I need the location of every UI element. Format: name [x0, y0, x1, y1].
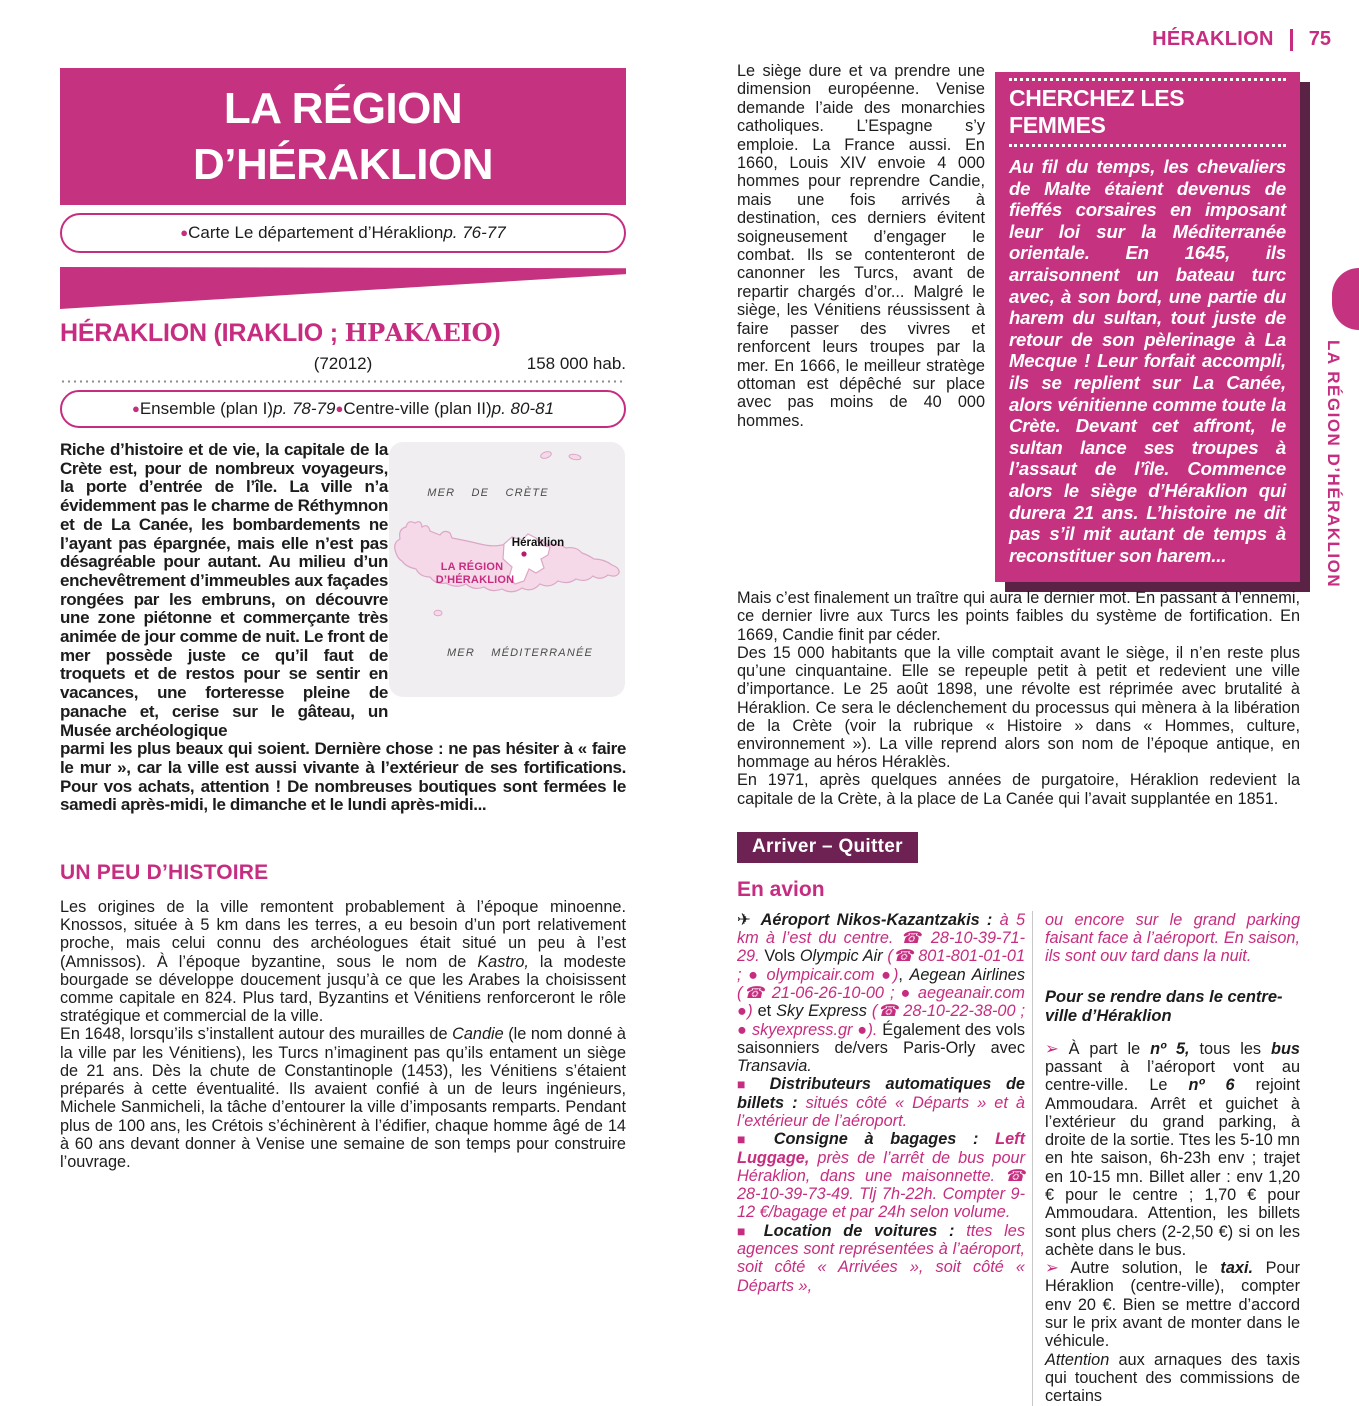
- taxi-paragraph: ➢ Autre solution, le taxi. Pour Héraklion (centre-ville), compter env 20 €. Bien se mettre d’accord sur le prix avant de monter dans le véhicule.: [1045, 1259, 1300, 1351]
- sidebar-box-cherchez-les-femmes: [995, 72, 1300, 582]
- after-box-text: [737, 589, 1300, 807]
- city-data-line: [60, 354, 626, 376]
- running-head-separator: [1290, 29, 1293, 51]
- subsection-heading-en-avion: En avion: [737, 877, 825, 901]
- section-heading-arriver-quitter: Arriver – Quitter: [737, 832, 918, 863]
- plans-reference-pill: ● Ensemble (plan I) p. 78-79 ● Centre-ville (plan II) p. 80-81: [60, 390, 626, 428]
- sea-label-north: MER DE CRÈTE: [427, 487, 549, 499]
- intro-row: [60, 441, 626, 740]
- history-paragraph-2: En 1648, lorsqu’ils s’installent autour des murailles de Candie (le nom donné à la ville par les Vénitiens), les Turcs n’imaginent pas qu’ils entament un siège de 21 ans. Dès la chute de Constantinople (1453), les Vénitiens s’étaient préparés à cette éventualité. Ils avaient confié à un de leurs ingénieurs, Michele Sanmicheli, la tâche d’entourer la ville d’imposants remparts. Pendant plus de 100 ans, les Crétois s’échinèrent à l’édifier, chaque homme âgé de 14 à 60 ans devant donner à Venise une semaine de son temps pour construire l’ouvrage.: [60, 1025, 626, 1171]
- after-paragraph-3: En 1971, après quelques années de purgatoire, Héraklion redevient la capitale de la Crète, à la place de La Canée qui l’avait supplantée en 1851.: [737, 771, 1300, 808]
- avion-left-column: [737, 911, 1025, 1406]
- population: 158 000 hab.: [526, 354, 626, 373]
- column-rule: [1032, 911, 1033, 1406]
- crete-locator-map: [388, 441, 626, 698]
- history-text: [60, 898, 626, 1171]
- map-reference-pill: ● Carte Le département d’Héraklion p. 76-77: [60, 213, 626, 253]
- car-rental-paragraph: ■ Location de voitures : ttes les agences sont représentées à l’aéroport, soit côté « Arrivées », soit côté « Départs »,: [737, 1221, 1025, 1295]
- postal-code: (72012): [313, 354, 373, 373]
- region-label-line2: D’HÉRAKLION: [435, 574, 515, 586]
- intro-paragraph-full: parmi les plus beaux qui soient. Dernière chose : ne pas hésiter à « faire le mur », car la ville est aussi vivante à l’extérieur de ses fortifications. Pour vos achats, attention ! De nombreuses boutiques sont fermées le samedi après-midi, le dimanche et le lundi après-midi...: [60, 739, 626, 815]
- region-title-line1: LA RÉGION: [223, 83, 463, 133]
- parking-paragraph: ou encore sur le grand parking faisant face à l’aéroport. En saison, ils sont ouv tard dans la nuit.: [1045, 910, 1300, 966]
- history-heading: UN PEU D’HISTOIRE: [60, 861, 269, 885]
- left-luggage-paragraph: ■ Consigne à bagages : Left Luggage, près de l’arrêt de bus pour Héraklion, dans une maisonnette. ☎ 28-10-39-73-49. Tlj 7h-22h. Compter 9-12 €/bagage et par 24h selon volume.: [737, 1130, 1025, 1222]
- after-paragraph-1: Mais c’est finalement un traître qui aura le dernier mot. En passant à l’ennemi, ce dernier livre aux Turcs les points faibles du système de fortification. En 1669, Candie finit par céder.: [737, 589, 1300, 644]
- city-heading: HÉRAKLION (IRAKLIO ; ΗΡΑΚΛΕΙΟ): [60, 318, 501, 347]
- region-title-line2: D’HÉRAKLION: [192, 139, 494, 189]
- heraklion-city-dot: [521, 551, 526, 556]
- crete-map-svg: [388, 441, 626, 698]
- sea-label-south: MER MÉDITERRANÉE: [446, 647, 594, 659]
- avion-columns: [737, 911, 1300, 1406]
- section-wedge-rule: [60, 267, 626, 309]
- bus-paragraph: ➢ À part le nº 5, tous les bus passant à l’aéroport vont au centre-ville. Le nº 6 rejoint Ammoudara. Arrêt et guichet à l’extérieur du grand parking, à droite de la sortie. Ttes les 5-10 mn en hte saison, 6h-23h env ; trajet en 10-15 mn. Billet aller : env 1,20 € pour le centre ; 1,70 € pour Ammoudara. Attention, les billets sont plus chers (2-2,50 €) si on les achète dans le bus.: [1045, 1039, 1301, 1259]
- region-label-line1: LA RÉGION: [440, 561, 504, 573]
- centre-ville-heading: Pour se rendre dans le centre-ville d’Héraklion: [1045, 987, 1283, 1025]
- main-column: [737, 62, 1300, 1406]
- sidebar-box-body: Au fil du temps, les chevaliers de Malte étaient devenus de fieffés corsaires en imposant leur loi sur la Méditerranée orientale. En 1645, ils arraisonnent un bateau turc avec, à son bord, une partie du harem du sultan, tout juste de retour de son pèlerinage à La Mecque ! Leur forfait accompli, ils se replient sur La Canée, alors vénitienne comme toute la Crète. Devant cet affront, le sultan lance ses troupes à l’assaut de l’île. Commence alors le siège d’Héraklion qui durera 21 ans. L’histoire ne dit pas s’il mit autant de temps à reconstituer son harem...: [1009, 156, 1286, 566]
- history-paragraph-1: Les origines de la ville remontent probablement à l’époque minoenne. Knossos, située à 5 km dans les terres, a eu besoin d’un port relativement proche, mais celui connu des archéologues était situé un peu à l’est (Amnissos). À l’époque byzantine, sous le nom de Kastro, la modeste bourgade se développe doucement jusqu’à ce que les Arabes la choisissent comme capitale en 824. Plus tard, Byzantins et Vénitiens renforceront le rôle stratégique et commercial de la ville.: [60, 898, 626, 1026]
- islet: [434, 610, 442, 616]
- avion-right-column: [1045, 911, 1300, 1406]
- siege-paragraph: Le siège dure et va prendre une dimension européenne. Venise demande l’aide des monarchies catholiques. L’Espagne s’y emploie. La France aussi. En 1660, Louis XIV envoie 4 000 hommes pour reprendre Candie, mais une fois arrivés à destination, ces derniers évitent soigneusement d’engager le combat. Ils se contenteront de canonner les Turcs, avant de repartir chargés d’or... Malgré le siège, les Vénitiens réussissent à faire passer des vivres et renforcent leurs troupes par la mer. En 1666, le meilleur stratège ottoman est dépêché sur place avec pas moins de 40 000 hommes.: [737, 62, 985, 430]
- left-column: [60, 68, 626, 1171]
- page-header: [1152, 28, 1331, 51]
- after-paragraph-2: Des 15 000 habitants que la ville comptait avant le siège, il n’en reste plus qu’une cinquantaine. Elle se repeuple petit à petit et redevient une ville d’importance. Le 25 août 1898, une révolte est réprimée avec brutalité à Héraklion. Ce sera le déclenchement du processus qui mènera à la libération de la Crète (voir la rubrique « Histoire » dans « Hommes, culture, environnement »). La ville reprend alors son nom de l’époque antique, en hommage au héros Héraklès.: [737, 643, 1300, 772]
- dotted-rule: [60, 380, 626, 383]
- chapter-vertical-label: LA RÉGION D’HÉRAKLION: [1324, 340, 1343, 589]
- airport-paragraph: ✈ Aéroport Nikos-Kazantzakis : à 5 km à l’est du centre. ☎ 28-10-39-71-29. Vols Olympic Air (☎ 801-801-01-01 ; ● olympicair.com ●), Aegean Airlines (☎ 21-06-26-10-00 ; ● aegeanair.com ●) et Sky Express (☎ 28-10-22-38-00 ; ● skyexpress.gr ●). Également des vols saisonniers de/vers Paris-Orly avec Transavia.: [737, 910, 1026, 1076]
- sidebar-box-title: CHERCHEZ LES FEMMES: [1009, 78, 1286, 147]
- chapter-edge-tab: [1332, 268, 1359, 330]
- page-number: 75: [1308, 28, 1331, 50]
- atm-paragraph: ■ Distributeurs automatiques de billets : situés côté « Départs » et à l’extérieur de l’aéroport.: [737, 1075, 1025, 1130]
- heraklion-city-label: Héraklion: [511, 537, 565, 549]
- region-title-box: [60, 68, 626, 205]
- intro-paragraph-column: Riche d’histoire et de vie, la capitale de la Crète est, pour de nombreux voyageurs, la porte d’entrée de l’île. La ville n’a évidemment pas le charme de Réthymnon et de La Canée, les bombardements ne l’ayant pas épargnée, mais elle n’est pas désagréable pour autant. Au milieu d’un enchevêtrement d’immeubles aux façades rongées par les embruns, on découvre une zone piétonne et commerçante très animée de jour comme de nuit. Le front de mer possède juste ce qu’il faut de troquets et de restos pour se sentir en vacances, une forteresse pleine de panache et, cerise sur le gâteau, un Musée archéologique: [60, 440, 388, 740]
- taxi-warning-paragraph: Attention aux arnaques des taxis qui touchent des commissions de certains: [1045, 1350, 1300, 1406]
- running-head-title: HÉRAKLION: [1152, 28, 1274, 50]
- siege-row: [737, 62, 1300, 582]
